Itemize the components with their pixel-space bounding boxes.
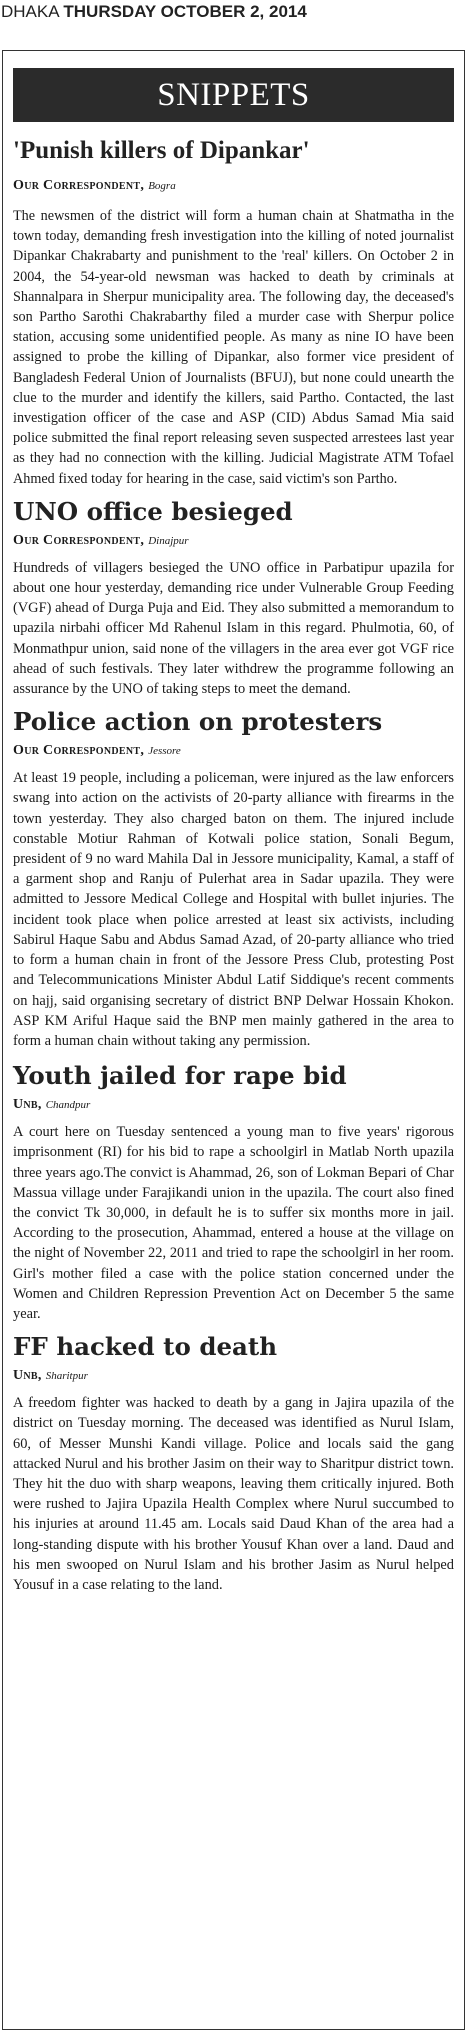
article-headline: Police action on protesters	[13, 707, 383, 737]
byline-source: Unb,	[13, 1368, 42, 1384]
snippets-box	[2, 50, 465, 2030]
byline-place: Jessore	[148, 745, 181, 758]
dateline-city: DHAKA	[1, 2, 59, 21]
dateline	[0, 0, 469, 24]
byline-source: Our Correspondent,	[13, 532, 145, 548]
article-ff-hacked	[13, 1332, 454, 1595]
article-byline	[13, 1096, 454, 1113]
byline-place: Bogra	[148, 180, 176, 192]
byline-source: Unb,	[13, 1097, 42, 1113]
article-headline: Youth jailed for rape bid	[13, 1061, 347, 1091]
article-headline: 'Punish killers of Dipankar'	[13, 137, 310, 164]
byline-source: Our Correspondent,	[13, 743, 145, 759]
article-uno-office	[13, 497, 454, 699]
article-byline	[13, 532, 454, 549]
article-body: A court here on Tuesday sentenced a young man to five years' rigorous imprisonment (RI) for his bid to rape a schoolgirl in Matlab North upazila three years ago.The convict is Ahammad, 26, son of Lokman Bepari of Char Massua village under Farajikandi union in the upazila. The court also fined the convict Tk 30,000, in default he is to suffer six months more in jail. According to the prosecution, Ahammad, entered a house at the village on the night of November 22, 2011 and tried to rape the schoolgirl in her room. Girl's mother filed a case with the police station concerned under the Women and Children Repression Prevention Act on December 5 the same year.	[13, 1124, 454, 1322]
byline-source: Our Correspondent,	[13, 178, 145, 193]
article-body: The newsmen of the district will form a human chain at Shatmatha in the town today, demanding fresh investigation into the killing of noted journalist Dipankar Chakrabarty and punishment to the 'real' killers. On October 2 in 2004, the 54-year-old newsman was hacked to death by criminals at Shannalpara in Sherpur municipality area. The following day, the deceased's son Partho Sarothi Chakrabarthy filed a murder case with Sherpur police station, accusing some unidentified people. As many as nine IO have been assigned to probe the killing of Dipankar, also former vice president of Bangladesh Federal Union of Journalists (BFUJ), but none could unearth the clue to the murder and identify the killers, said Partho. Contacted, the last investigation officer of the case and ASP (CID) Abdus Samad Mia said police submitted the final report releasing seven suspected arrestees last year as they had no connection with the killing. Judicial Magistrate ATM Tofael Ahmed fixed today for hearing in the case, said victim's son Partho.	[13, 208, 454, 487]
byline-place: Chandpur	[45, 1099, 91, 1112]
snippets-content	[3, 136, 464, 1595]
article-body: Hundreds of villagers besieged the UNO office in Parbatipur upazila for about one hour yesterday, demanding rice under Vulnerable Group Feeding (VGF) ahead of Durga Puja and Eid. They also submitted a memorandum to upazila nirbahi officer Md Rahenul Islam in this regard. Phulmotia, 60, of Monmathpur union, said none of the villagers in the area ever got VGF rice ahead of such festivals. They later withdrew the programme following an assurance by the UNO of taking steps to meet the demand.	[13, 559, 454, 698]
article-body: At least 19 people, including a policeman, were injured as the law enforcers swang into action on the activists of 20-party alliance with firearms in the town yesterday. They also charged baton on them. The injured include constable Motiur Rahman of Kotwali police station, Sonali Begum, president of 9 no ward Mahila Dal in Jessore municipality, Kamal, a staff of a garment shop and Ranju of Pulerhat area in Sadar upazila. They were admitted to Jessore Medical College and Hospital with bullet injuries. The incident took place when police arrested at least six activists, including Sabirul Haque Sabu and Abdus Samad Azad, of 20-party alliance who tried to form a human chain in front of the Jessore Press Club, protesting Post and Telecommunications Minister Abdul Latif Siddique's recent comments on hajj, said organising secretary of district BNP Delwar Hossain Khokon. ASP KM Ariful Haque said the BNP men mainly gathered in the area to form a human chain without taking any permission.	[13, 770, 454, 1049]
article-punish-killers	[13, 136, 454, 489]
article-byline	[13, 177, 454, 194]
section-banner: SNIPPETS	[13, 68, 454, 122]
article-byline	[13, 1367, 454, 1384]
article-headline: UNO office besieged	[13, 496, 293, 526]
article-headline: FF hacked to death	[13, 1332, 278, 1362]
article-youth-jailed	[13, 1061, 454, 1324]
dateline-date: THURSDAY OCTOBER 2, 2014	[63, 2, 307, 21]
article-byline	[13, 742, 454, 759]
article-body: A freedom fighter was hacked to death by a gang in Jajira upazila of the district on Tuesday morning. The deceased was identified as Nurul Islam, 60, of Messer Munshi Kandi village. Police and locals said the gang attacked Nurul and his brother Jasim on their way to Sharitpur district town. They hit the duo with sharp weapons, leaving them critically injured. Both were rushed to Jajira Upazila Health Complex where Nurul succumbed to his injuries at around 11.45 am. Locals said Daud Khan of the area had a long-standing dispute with his brother Yousuf Khan over a land. Daud and his men swooped on Nurul Islam and his brother Jasim as Nurul helped Yousuf in a case relating to the land.	[13, 1395, 454, 1593]
article-police-action	[13, 707, 454, 1051]
byline-place: Dinajpur	[148, 534, 189, 547]
byline-place: Sharitpur	[45, 1370, 88, 1383]
